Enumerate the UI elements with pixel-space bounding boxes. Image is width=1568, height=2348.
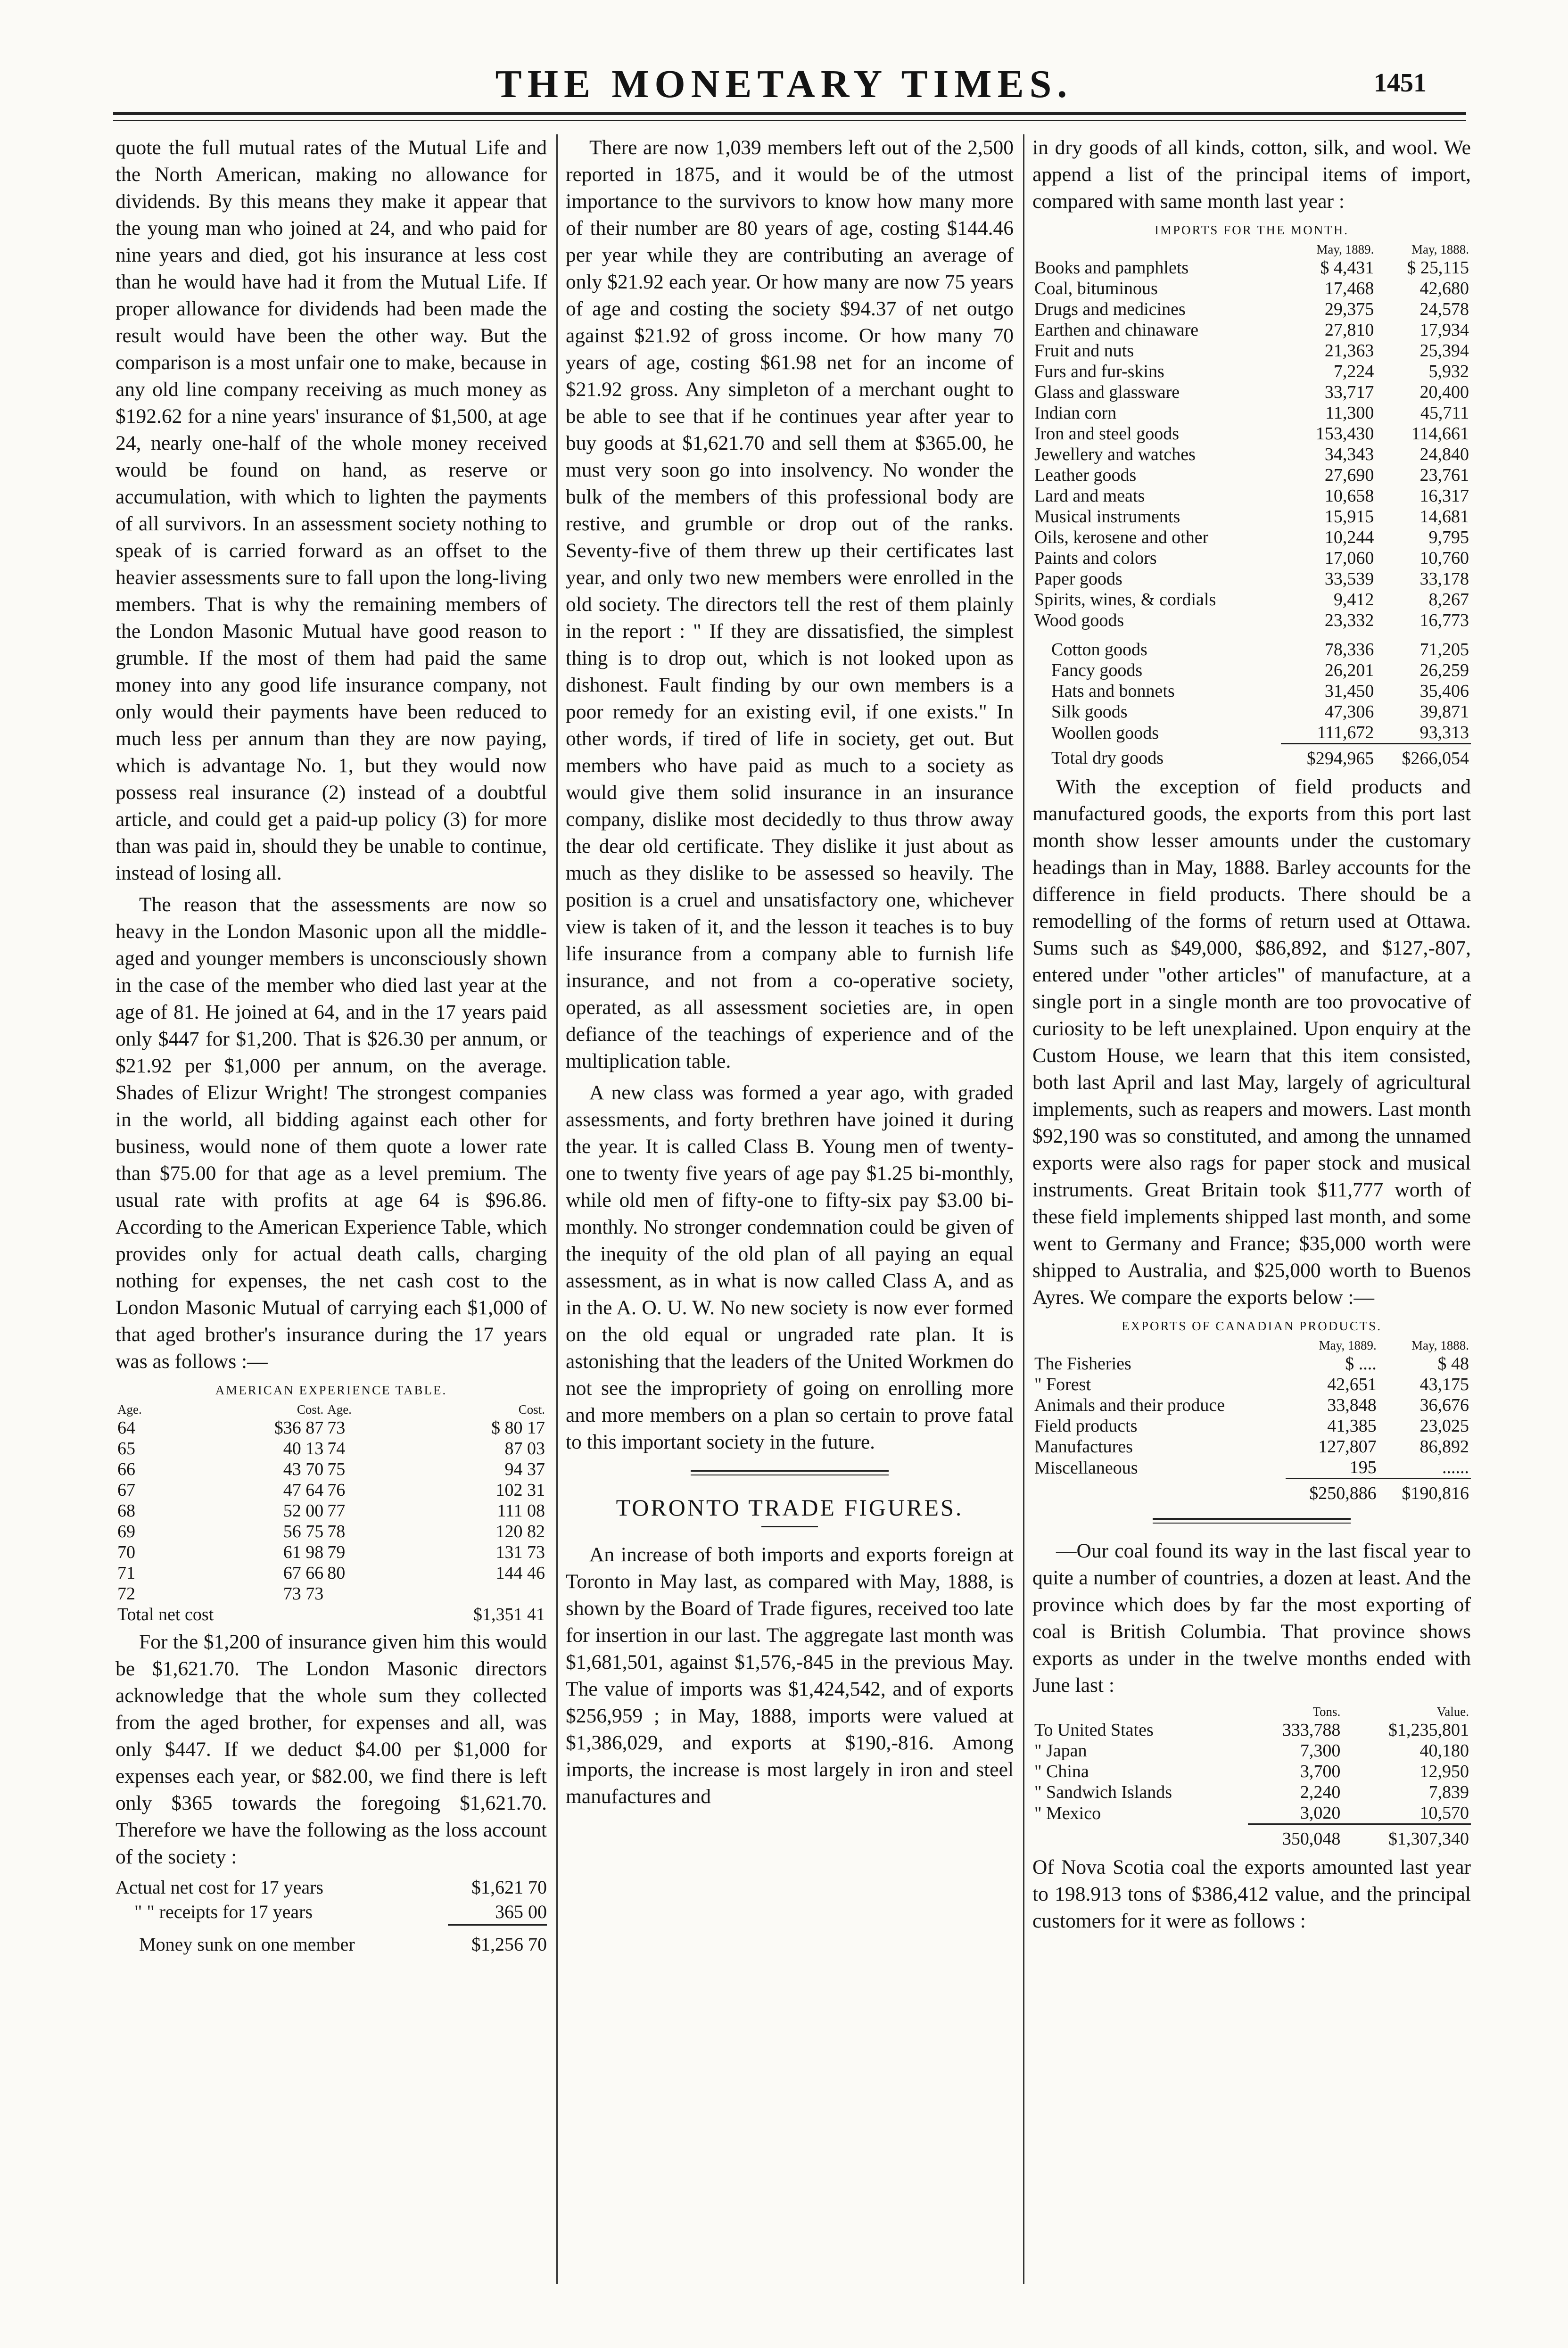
table-header: Value. [1436,1705,1469,1719]
table-cell: Field products [1034,1416,1138,1436]
table-row [116,1500,547,1521]
table-cell: 127,807 [1318,1437,1377,1457]
table-cell: Silk goods [1051,702,1128,722]
table-row [116,1459,547,1480]
table-cell: Total dry goods [1051,748,1164,768]
american-experience-table [116,1401,547,1604]
table-cell: 2,240 [1300,1782,1341,1802]
table-total-row [1032,1824,1471,1850]
table-cell: $190,816 [1378,1479,1471,1504]
loss-line-3-label: Money sunk on one member [139,1934,355,1955]
table-cell: 94 37 [504,1459,545,1479]
table-cell: $250,886 [1286,1479,1378,1504]
table-cell: 73 [327,1418,346,1438]
table-row [1032,506,1471,527]
table-cell: Furs and fur-skins [1034,362,1164,381]
table-cell: 52 00 [283,1501,324,1521]
page-number: 1451 [1374,68,1427,98]
col3-paragraph-3: —Our coal found its way in the last fiscal year to quite a number of countries, a dozen at least. And the province which does by far the most exporting of coal is British Columbia. That province shows exports as under in the twelve months ended with June last : [1032,1540,1471,1697]
table-cell: Books and pamphlets [1034,258,1189,278]
table-cell: 23,025 [1419,1416,1469,1436]
table-cell: 21,363 [1324,341,1374,361]
table-cell: $1,307,340 [1342,1824,1471,1850]
table-row [1032,423,1471,444]
column-1 [116,134,547,2289]
header-rule [113,112,1466,115]
table-cell: Spirits, wines, & cordials [1034,590,1216,610]
column-divider [1023,134,1024,2284]
table-cell: 120 82 [495,1522,545,1541]
loss-line-1-value: $1,621 70 [471,1877,547,1898]
total-net-cost-label: Total net cost [117,1605,214,1624]
exports-caption: EXPORTS OF CANADIAN PRODUCTS. [1122,1319,1382,1333]
table-cell: Miscellaneous [1034,1458,1138,1478]
table-cell: $ .... [1345,1354,1377,1374]
table-cell: Fancy goods [1051,660,1143,680]
table-total-row [1032,1479,1471,1504]
table-cell: Woollen goods [1051,723,1159,743]
table-cell: 72 [117,1584,135,1604]
table-row [1032,361,1471,382]
table-cell: 80 [327,1563,346,1583]
table-cell: Leather goods [1034,465,1137,485]
table-cell: 3,700 [1300,1762,1341,1781]
table-header [1032,1704,1248,1720]
page-header [0,61,1568,118]
table-cell: Iron and steel goods [1034,424,1180,444]
table-cell: 71 [117,1563,135,1583]
table-cell: 73 73 [283,1584,324,1604]
table-cell: 11,300 [1325,403,1374,423]
table-cell: 34,343 [1324,445,1374,464]
table-cell: 64 [117,1418,135,1438]
col3-paragraph-1: in dry goods of all kinds, cotton, silk, and wool. We append a list of the principal items of import, compared with same month last year : [1032,136,1471,213]
table-cell: 78,336 [1324,640,1374,659]
table-cell: 9,795 [1428,527,1469,547]
table-cell: 16,773 [1419,610,1469,630]
table-cell: 3,020 [1300,1803,1341,1823]
table-cell: 86,892 [1419,1437,1469,1457]
table-row [1032,278,1471,299]
table-cell: Lard and meats [1034,486,1145,506]
table-cell: 87 03 [504,1439,545,1458]
table-cell [1032,1824,1248,1850]
table-row [1032,568,1471,589]
table-cell: 27,690 [1324,465,1374,485]
table-cell: 45,711 [1420,403,1469,423]
table-row [1032,1416,1471,1436]
table-cell: Jewellery and watches [1034,445,1196,464]
table-cell: 75 [327,1459,346,1479]
table-header [1032,1337,1286,1353]
table-cell: ...... [1442,1458,1469,1477]
table-row [1032,527,1471,548]
table-cell: 47 64 [283,1480,324,1500]
loss-line-2-label: " " receipts for 17 years [134,1901,313,1922]
table-row [1032,465,1471,486]
table-cell: 39,871 [1419,702,1469,722]
table-row [1032,320,1471,340]
table-cell: 10,658 [1324,486,1374,506]
coal-exports-table [1032,1704,1471,1849]
table-cell: 23,332 [1324,610,1374,630]
table-cell: " Forest [1034,1375,1091,1394]
table-row [1032,548,1471,568]
table-row [116,1563,547,1583]
table-cell: 16,317 [1419,486,1469,506]
table-cell: 17,934 [1419,320,1469,340]
col3-paragraph-4: Of Nova Scotia coal the exports amounted last year to 198.913 tons of $386,412 value, and the principal customers for it were as follows : [1032,1856,1471,1932]
table-row [1032,486,1471,506]
table-cell: 43,175 [1419,1375,1469,1394]
table-cell: Cotton goods [1051,640,1147,659]
table-cell: Coal, bituminous [1034,279,1158,298]
table-cell: 15,915 [1324,507,1374,527]
table-row [1032,1436,1471,1457]
table-header: Cost. [297,1402,324,1417]
table-cell: 42,651 [1327,1375,1377,1394]
table-row [116,1521,547,1542]
table-cell: 14,681 [1419,507,1469,527]
header-rule-thin [113,120,1466,121]
table-cell: 10,760 [1419,548,1469,568]
table-cell: $ 48 [1437,1354,1469,1374]
table-cell: 56 75 [283,1522,324,1541]
col2-paragraph-2: A new class was formed a year ago, with graded assessments, and forty brethren have joined it during the year. It is called Class B. Young men of twenty-one to twenty five years of age pay $1.25 bi-monthly, while old men of fifty-one to fifty-six pay $3.00 bi-monthly. No stronger condemnation could be given of the inequity of the old plan of all paying an equal assessment, as in what is now called Class A, and as in the A. O. U. W. No new society is now ever formed on the old equal or ungraded rate plan. It is astonishing that the leaders of the United Workmen do not see the impropriety of going on enrolling more and more members on a plan so certain to prove fatal to this important society in the future. [566,1081,1014,1453]
table-cell: 33,539 [1324,569,1374,589]
heading-rule [761,1526,818,1527]
table-cell: 35,406 [1419,681,1469,701]
table-cell: Paper goods [1034,569,1122,589]
table-row [116,1542,547,1563]
table-cell: Hats and bonnets [1051,681,1175,701]
table-cell: $1,235,801 [1388,1720,1469,1740]
table-header: May, 1889. [1319,1338,1377,1352]
section-divider [691,1470,889,1475]
table-row [1032,1803,1471,1824]
table-cell: 111 08 [497,1501,545,1521]
table-row [1032,1740,1471,1761]
table-cell: 93,313 [1419,723,1469,742]
table-cell: 42,680 [1419,279,1469,298]
table-cell: 17,468 [1324,279,1374,298]
imports-table [1032,241,1471,769]
table-cell: 10,570 [1419,1803,1469,1823]
table-cell: 33,717 [1324,382,1374,402]
table-row [1032,1457,1471,1479]
table-cell: 47,306 [1324,702,1374,722]
col2-paragraph-1: There are now 1,039 members left out of the 2,500 reported in 1875, and it would be of the utmost importance to the survivors to know how many more of their number are 80 years of age, costing $144.46 per year while they are contributing an average of only $21.92 each year. Or how many are now 75 years of age and costing the society $94.37 of net outgo against $21.92 of gross income. Or how many 70 years of age, costing $61.98 net for an income of $21.92 gross. Any simpleton of a merchant ought to be able to see that if he continues year after year to buy goods at $1,621.70 and sell them at $365.00, he must very soon go into insolvency. No wonder the bulk of the members of this professional body are restive, and grumble or drop out of the ranks. Seventy-five of them threw up their certificates last year, and only two new members were enrolled in the old society. The directors tell the rest of them plainly in the report : " If they are dissatisfied, the simplest thing is to drop out, which is not looked upon as dishonest. Fault finding by our own members is a poor remedy for an existing evil, if one exists." In other words, if tired of life in society, get out. But members who have paid as much to a society as would give them solid insurance in an insurance company, dislike most decidedly to thus throw away the dear old certificate. They dislike it just about as much as they dislike to be assessed so heavily. The position is a cruel and unsatisfactory one, whichever view is taken of it, and the lesson it teaches is to buy life insurance from a company able to furnish life insurance, and not from a co-operative society, operated, as all assessment societies are, in open defiance of the teachings of experience and of the multiplication table. [566,136,1014,1072]
table-row [1032,1374,1471,1395]
table-header [1032,241,1281,257]
table-cell: 69 [117,1522,135,1541]
table-cell: 24,578 [1419,299,1469,319]
table-cell: 24,840 [1419,445,1469,464]
table-cell: 31,450 [1324,681,1374,701]
table-cell [1032,1479,1286,1504]
table-cell: 29,375 [1324,299,1374,319]
american-experience-caption: AMERICAN EXPERIENCE TABLE. [215,1383,447,1397]
table-cell: $ 25,115 [1407,258,1469,278]
col1-paragraph-2: The reason that the assessments are now so heavy in the London Masonic upon all the middle-aged and younger members is unconsciously shown in the case of the member who died last year at the age of 81. He joined at 64, and in the 17 years paid only $447 for $1,200. That is $26.30 per annum, or $21.92 per $1,000 per annum, on the average. Shades of Elizur Wright! The strongest companies in the world, all bidding against each other for business, would none of them quote a lower rate than $75.00 for that age as a level premium. The usual rate with profits at age 64 is $96.86. According to the American Experience Table, which provides only for actual death calls, charging nothing for expenses, the net cash cost to the London Masonic Mutual of carrying each $1,000 of that aged brother's insurance during the 17 years was as follows :— [116,893,547,1373]
table-row [1032,1353,1471,1374]
table-row [1032,257,1471,278]
table-cell: 26,201 [1324,660,1374,680]
loss-line-2-value: 365 00 [448,1900,547,1926]
table-header: Cost. [518,1402,545,1417]
table-cell: 68 [117,1501,135,1521]
table-cell: 74 [327,1439,346,1458]
table-cell: 7,224 [1333,362,1374,381]
table-cell: Paints and colors [1034,548,1157,568]
table-cell: 36,676 [1419,1395,1469,1415]
table-cell: $ 80 17 [491,1418,545,1438]
table-cell: $266,054 [1376,744,1471,769]
table-header: May, 1889. [1316,242,1374,256]
table-cell: 76 [327,1480,346,1500]
table-cell: 67 66 [283,1563,324,1583]
loss-line-1-label: Actual net cost for 17 years [116,1877,323,1898]
table-cell: 195 [1349,1458,1377,1477]
loss-line-2 [116,1900,547,1926]
table-cell: 33,178 [1419,569,1469,589]
table-cell: 78 [327,1522,346,1541]
table-row [1032,1761,1471,1782]
section-divider [1153,1518,1351,1524]
table-row [1032,403,1471,423]
col3-paragraph-2: With the exception of field products and manufactured goods, the exports from this port last month show lesser amounts under the customary headings than in May, 1888. Barley accounts for the difference in field products. There should be a remodelling of the forms of return used at Ottawa. Sums such as $49,000, $86,892, and $127,-807, entered under "other articles" of manufacture, at a single port in a single month are too provocative of curiosity to be left unexplained. Upon enquiry at the Custom House, we learn that this item consisted, both last April and last May, largely of agricultural implements, such as reapers and mowers. Last month $92,190 was so constituted, and among the unnamed exports were also rags for paper stock and musical instruments. Great Britain took $11,777 worth of these field implements shipped last month, and some went to Germany and France; $35,000 worth were shipped to Australia, and $25,000 worth to Buenos Ayres. We compare the exports below :— [1032,775,1471,1309]
table-cell: 144 46 [495,1563,545,1583]
table-cell: 20,400 [1419,382,1469,402]
table-cell: 65 [117,1439,135,1458]
table-row [1032,631,1471,660]
table-row [1032,1720,1471,1740]
table-row [1032,701,1471,722]
table-cell: 12,950 [1419,1762,1469,1781]
table-cell: Indian corn [1034,403,1117,423]
table-cell: Glass and glassware [1034,382,1180,402]
section-heading: TORONTO TRADE FIGURES. [616,1494,964,1521]
total-net-cost [116,1604,547,1625]
table-cell: Earthen and chinaware [1034,320,1199,340]
masthead-title: THE MONETARY TIMES. [495,62,1073,106]
column-3 [1032,134,1471,2289]
table-cell: 111,672 [1317,723,1374,742]
imports-caption: IMPORTS FOR THE MONTH. [1155,223,1349,237]
table-total-row [1032,744,1471,769]
table-cell: 8,267 [1428,590,1469,610]
table-cell: 41,385 [1327,1416,1377,1436]
table-row [1032,589,1471,610]
table-cell: 114,661 [1411,424,1469,444]
table-cell: 27,810 [1324,320,1374,340]
table-cell: Musical instruments [1034,507,1180,527]
table-cell: Drugs and medicines [1034,299,1186,319]
table-cell: 61 98 [283,1542,324,1562]
table-row [1032,382,1471,403]
total-net-cost-value: $1,351 41 [473,1605,545,1624]
table-cell: 77 [327,1501,346,1521]
loss-line-3-value: $1,256 70 [471,1934,547,1955]
table-row [1032,299,1471,320]
table-cell: 40 13 [283,1439,324,1458]
table-cell: 40,180 [1419,1741,1469,1761]
table-cell: The Fisheries [1034,1354,1131,1374]
table-cell: $ 4,431 [1320,258,1374,278]
table-cell [325,1583,398,1604]
table-cell: 102 31 [495,1480,545,1500]
table-row [116,1438,547,1459]
table-cell: 153,430 [1315,424,1374,444]
table-row [1032,660,1471,681]
table-row [1032,722,1471,744]
table-cell: Oils, kerosene and other [1034,527,1209,547]
table-cell: 333,788 [1282,1720,1341,1740]
table-cell: " China [1034,1762,1089,1781]
table-row [116,1583,547,1604]
table-cell: Animals and their produce [1034,1395,1225,1415]
table-header: May, 1888. [1411,1338,1469,1352]
table-cell: " Japan [1034,1741,1087,1761]
column-2 [566,134,1014,2289]
table-cell: 350,048 [1248,1824,1342,1850]
loss-line-3 [116,1932,547,1957]
table-cell: 26,259 [1419,660,1469,680]
table-cell: 131 73 [495,1542,545,1562]
exports-table [1032,1337,1471,1504]
table-header: Age. [327,1402,352,1417]
col1-paragraph-3: For the $1,200 of insurance given him this would be $1,621.70. The London Masonic directors acknowledge that the whole sum they collected from the aged brother, for expenses and all, was only $447. If we deduct $4.00 per $1,000 for expenses each year, or $82.00, we find there is left only $365 towards the foregoing $1,621.70. Therefore we have the following as the loss account of the society : [116,1631,547,1868]
table-cell: 70 [117,1542,135,1562]
table-header: May, 1888. [1411,242,1469,256]
table-cell: 23,761 [1419,465,1469,485]
table-cell: $36 87 [274,1418,324,1438]
column-divider [556,134,558,2284]
table-header: Tons. [1312,1705,1341,1719]
table-cell: 5,932 [1428,362,1469,381]
table-cell: 7,300 [1300,1741,1341,1761]
table-row [1032,1395,1471,1416]
table-cell: To United States [1034,1720,1154,1740]
table-cell: 10,244 [1324,527,1374,547]
table-cell: 67 [117,1480,135,1500]
table-cell: 66 [117,1459,135,1479]
table-cell: " Sandwich Islands [1034,1782,1172,1802]
col1-paragraph-1: quote the full mutual rates of the Mutual Life and the North American, making no allowance for dividends. By this means they make it appear that the young man who joined at 24, and who paid for nine years and died, got his insurance at less cost than he would have had it from the Mutual Life. If proper allowance for dividends had been made the result would have been the other way. But the comparison is a most unfair one to make, because in any old line company receiving as much money as $192.62 for a nine years' insurance of $1,500, at age 24, nearly one-half of the whole money received would be found on hand, as reserve or accumulation, with which to lighten the payments of all survivors. In an assessment society nothing to speak of is carried forward as an offset to the heavier assessments sure to fall upon the long-living members. That is why the remaining members of the London Masonic Mutual have good reason to grumble. If the most of them had paid the same money into any good life insurance company, not only would their payments have been reduced to much less per annum than they are now paying, which is advantage No. 1, but they would now possess real insurance (2) instead of a doubtful article, and could get a paid-up policy (3) for more than was paid in, should they be unable to continue, instead of losing all. [116,136,547,884]
table-cell: 71,205 [1419,640,1469,659]
table-row [1032,681,1471,701]
table-cell [398,1583,547,1604]
loss-line-1 [116,1875,547,1900]
table-cell: 43 70 [283,1459,324,1479]
table-cell: Fruit and nuts [1034,341,1134,361]
table-cell: " Mexico [1034,1803,1101,1823]
table-cell: Wood goods [1034,610,1124,630]
table-cell: 33,848 [1327,1395,1377,1415]
table-cell: 7,839 [1428,1782,1469,1802]
table-row [1032,610,1471,631]
table-cell: 25,394 [1419,341,1469,361]
table-row [1032,1782,1471,1803]
table-row [116,1480,547,1500]
table-header: Age. [117,1402,142,1417]
col2-paragraph-3: An increase of both imports and exports foreign at Toronto in May last, as compared with May, 1888, is shown by the Board of Trade figures, received too late for insertion in our last. The aggregate last month was $1,681,501, against $1,576,-845 in the previous May. The value of imports was $1,424,542, and of exports $256,959 ; in May, 1888, imports were valued at $1,386,029, and exports at $190,-816. Among imports, the increase is most largely in iron and steel manufactures and [566,1543,1014,1808]
table-row [116,1417,547,1438]
table-cell: Manufactures [1034,1437,1133,1457]
table-cell: $294,965 [1281,744,1376,769]
table-row [1032,340,1471,361]
table-row [1032,444,1471,465]
table-cell: 79 [327,1542,346,1562]
table-cell: 9,412 [1333,590,1374,610]
table-cell: 17,060 [1324,548,1374,568]
